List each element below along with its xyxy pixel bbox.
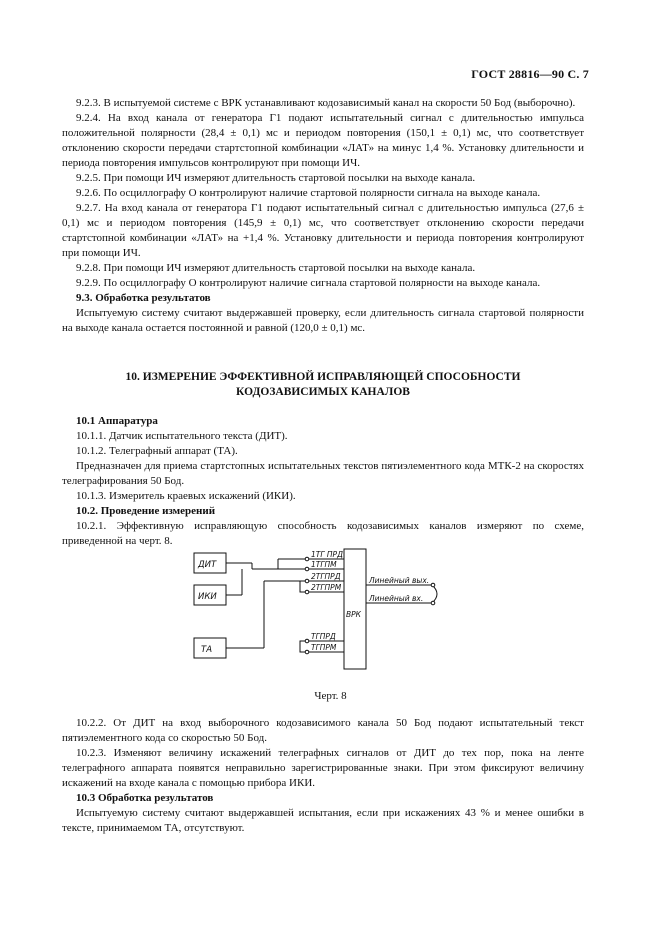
paragraph: 10.2.1. Эффективную исправляющую способность кодозависимых каналов измеряют по схеме, приведенной на черт. 8.	[62, 520, 584, 547]
paragraph: 9.2.3. В испытуемой системе с ВРК устанавливают кодозависимый канал на скорости 50 Бод (выборочно).	[76, 97, 576, 109]
paragraph: 9.2.4. На вход канала от генератора Г1 подают испытательный сигнал с длительностью импульса положительной полярности (28,4 ± 0,1) мс и периодом повторения (150,1 ± 0,1) мс, что соответствует отклонению скорости передачи стартстопной комбинации «ЛАТ» на минус 1,4 %. Установку длительности и периода повторения импульсов контролируют при помощи ИЧ.	[62, 112, 584, 169]
text-block-10-1	[62, 414, 584, 549]
subsection-heading: 10.3 Обработка результатов	[76, 792, 214, 804]
port-label-6: ТГПРМ	[311, 643, 337, 652]
iki-label: ИКИ	[198, 592, 217, 602]
vrk-label: ВРК	[346, 610, 361, 619]
section-10-title	[62, 370, 584, 400]
ta-label: ТА	[201, 645, 213, 655]
paragraph: 10.1.2. Телеграфный аппарат (ТА).	[76, 445, 238, 457]
paragraph: 10.2.3. Изменяют величину искажений телеграфных сигналов от ДИТ до тех пор, пока на ленте телеграфного аппарата появятся неправильно зарегистрированные знаки. При этом фиксируют величину искажений на входе канала с помощью прибора ИКИ.	[62, 747, 584, 789]
text-block-9	[62, 96, 584, 336]
subsection-heading: 10.1 Аппаратура	[76, 415, 158, 427]
paragraph: 10.2.2. От ДИТ на вход выборочного кодозависимого канала 50 Бод подают испытательный текст пятиэлементного кода со скоростью 50 Бод.	[62, 717, 584, 744]
figure-caption: Черт. 8	[314, 690, 347, 702]
paragraph: Предназначен для приема стартстопных испытательных текстов пятиэлементного кода МТК-2 на скоростях телеграфирования 50 Бод.	[62, 460, 584, 487]
paragraph: 9.2.8. При помощи ИЧ измеряют длительность стартовой посылки на выходе канала.	[76, 262, 476, 274]
circuit-diagram	[180, 545, 460, 675]
circuit-diagram-svg	[180, 545, 460, 675]
paragraph: 9.2.7. На вход канала от генератора Г1 подают испытательный сигнал с длительностью импульса (27,6 ± 0,1) мс и периодом повторения (145,9 ± 0,1) мс, что соответствует отклонению скорости передачи стартстопной комбинации «ЛАТ» на +1,4 %. Установку длительности и периода повторения контролируют при помощи ИЧ.	[62, 202, 584, 259]
port-label-5: ТГПРД	[311, 632, 336, 641]
vrk-box	[344, 549, 366, 669]
dit-label: ДИТ	[198, 560, 217, 570]
line-in-label: Линейный вх.	[369, 594, 424, 603]
section-title-line-1: 10. ИЗМЕРЕНИЕ ЭФФЕКТИВНОЙ ИСПРАВЛЯЮЩЕЙ СПОСОБНОСТИ	[125, 371, 521, 383]
port-label-2: 1ТГПМ	[311, 560, 337, 569]
paragraph: Испытуемую систему считают выдержавшей испытания, если при искажениях 43 % и менее ошибки в тексте, принимаемом ТА, отсутствуют.	[62, 807, 584, 834]
paragraph: 10.1.3. Измеритель краевых искажений (ИКИ).	[76, 490, 296, 502]
paragraph: 9.2.9. По осциллографу О контролируют наличие сигнала стартовой полярности на выходе канала.	[76, 277, 541, 289]
subsection-heading: 9.3. Обработка результатов	[76, 292, 211, 304]
port-label-4: 2ТГПРМ	[311, 583, 342, 592]
subsection-heading: 10.2. Проведение измерений	[76, 505, 216, 517]
section-title-line-2: КОДОЗАВИСИМЫХ КАНАЛОВ	[236, 386, 410, 398]
paragraph: 9.2.6. По осциллографу О контролируют наличие стартовой полярности сигнала на выходе канала.	[76, 187, 541, 199]
text-block-10-2	[62, 716, 584, 836]
paragraph: 10.1.1. Датчик испытательного текста (ДИТ).	[76, 430, 288, 442]
port-label-1: 1ТГ ПРД	[311, 550, 343, 559]
paragraph: Испытуемую систему считают выдержавшей проверку, если длительность сигнала стартовой полярности на выходе канала остается постоянной и равной (120,0 ± 0,1) мс.	[62, 307, 584, 334]
port-label-3: 2ТГПРД	[311, 572, 341, 581]
paragraph: 9.2.5. При помощи ИЧ измеряют длительность стартовой посылки на выходе канала.	[76, 172, 476, 184]
page-header: ГОСТ 28816—90 С. 7	[471, 67, 589, 81]
line-out-label: Линейный вых.	[369, 576, 430, 585]
